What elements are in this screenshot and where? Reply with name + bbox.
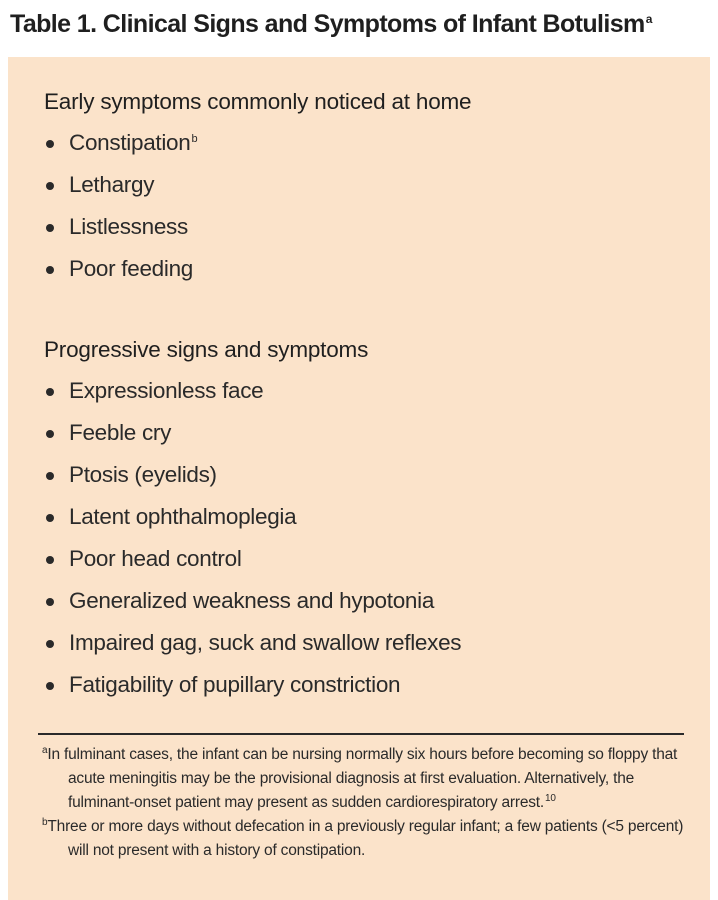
list-item-label: Latent ophthalmoplegia [69,504,297,529]
bullet-icon [46,140,54,148]
bullet-icon [46,556,54,564]
footnote-text: Three or more days without defecation in a previously regular infant; a few patients (<5 percent) will not present with a history of constipation. [47,818,684,859]
list-item [44,377,461,419]
list-item-label: Ptosis (eyelids) [69,462,217,487]
footnote-text: In fulminant cases, the infant can be nursing normally six hours before becoming so floppy that acute meningitis may be the provisional diagnosis at first evaluation. Alternatively, the fulminant-onset patient may present as sudden cardiorespiratory arrest. [47,746,678,811]
list-item [44,629,461,671]
section-heading-early-symptoms: Early symptoms commonly noticed at home [44,89,472,114]
list-item-label: Fatigability of pupillary constriction [69,672,401,697]
bullet-icon [46,224,54,232]
table-panel [8,57,710,900]
bullet-icon [46,182,54,190]
footnote-divider [38,733,684,735]
list-item [44,213,197,255]
list-item-label: Generalized weakness and hypotonia [69,588,435,613]
list-item [44,587,461,629]
bullet-icon [46,598,54,606]
list-item-label: Feeble cry [69,420,172,445]
table-title-text: Table 1. Clinical Signs and Symptoms of Infant Botulism [10,10,645,38]
list-item-footnote-mark: b [191,132,198,145]
bullet-icon [46,388,54,396]
list-item-label: Impaired gag, suck and swallow reflexes [69,630,462,655]
list-item-label: Lethargy [69,172,155,197]
list-item [44,419,461,461]
footnote-reference: 10 [545,792,556,804]
list-item-label: Listlessness [69,214,188,239]
section-heading-progressive-signs: Progressive signs and symptoms [44,337,369,362]
list-item [44,545,461,587]
table-title [10,8,652,40]
bullet-icon [46,430,54,438]
list-item-label: Expressionless face [69,378,264,403]
progressive-signs-list [44,377,461,713]
list-item [44,255,197,297]
footnote-a: aIn fulminant cases, the infant can be nursing normally six hours before becoming so floppy that acute meningitis may be the provisional diagnosis at first evaluation. Alternatively, the fulminant-onset patient may present as sudden cardiorespiratory arrest.$^{10}$ [42,744,678,811]
list-item [44,171,197,213]
table-title-footnote-mark: a [645,11,652,26]
list-item [44,129,197,171]
list-item-label: Constipation [69,130,191,155]
bullet-icon [46,640,54,648]
footnote-b: bThree or more days without defecation in a previously regular infant; a few patients (<5 percent) will not present with a history of constipation. [42,816,684,859]
bullet-icon [46,514,54,522]
bullet-icon [46,682,54,690]
list-item [44,461,461,503]
list-item [44,671,461,713]
bullet-icon [46,472,54,480]
list-item-label: Poor head control [69,546,242,571]
early-symptoms-list [44,129,197,297]
bullet-icon [46,266,54,274]
footnotes [42,743,692,863]
list-item-label: Poor feeding [69,256,193,281]
list-item [44,503,461,545]
